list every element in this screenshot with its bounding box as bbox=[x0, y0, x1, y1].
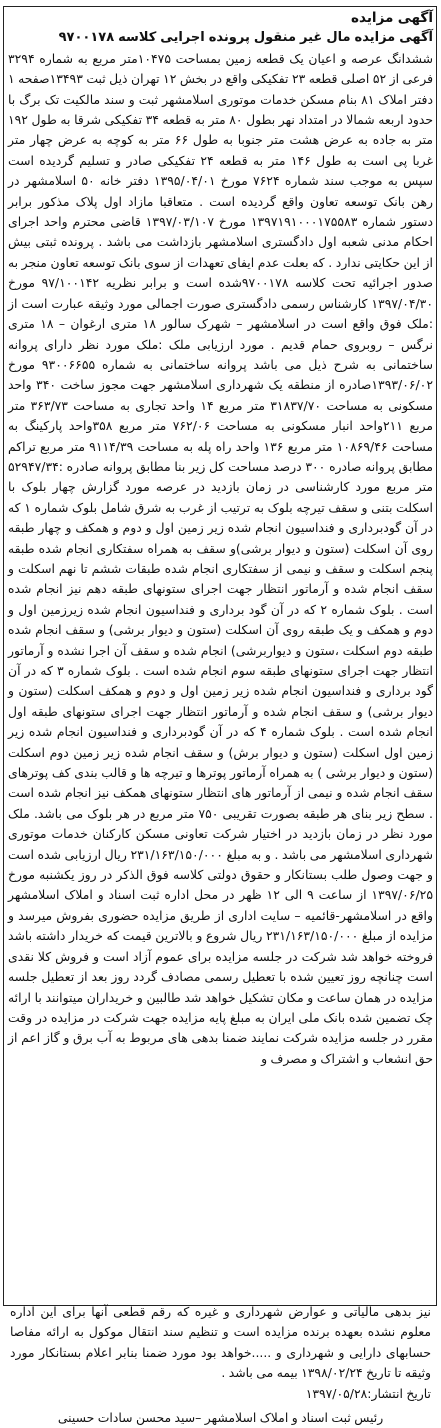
auction-notice bbox=[8, 8, 433, 1069]
publish-date: تاریخ انتشار:۱۳۹۷/۰۵/۲۸ bbox=[305, 1385, 431, 1401]
notice-continuation: نیز بدهی مالیاتی و عوارض شهرداری و غیره که رقم قطعی آنها برای این اداره معلوم نشده بعهده برنده مزایده است و تنظیم سند انتقال موکول به ارائه مفاصا حسابهای دارایی و شهرداری و .....خواهد بود مورد ضمنا بنابر اعلام بستانکار مورد وثیقه تا تاریخ ۱۳۹۸/۰۲/۲۴ بیمه می باشد . bbox=[10, 1304, 431, 1381]
notice-body: ششدانگ عرصه و اعیان یک قطعه زمین بمساحت ۱۰۴۷۵متر مربع به شماره ۳۲۹۴ فرعی از ۵۲ اصلی قطعه ۲۳ تفکیکی واقع در بخش ۱۲ تهران ذیل ثبت ۱۳۴۹۳صفحه ۱ دفتر املاک ۸۱ بنام مسکن خدمات موتوری اسلامشهر ثبت و سند مالکیت تک برگ با حدود اربعه شمالا در امتداد نهر بطول ۸۰ متر به قطعه ۳۴ تفکیکی شرقا به طول ۱۹۲ متر به جاده به عرض هشت متر جنوبا به طول ۶۶ متر به کوچه به عرض چهار متر غربا پی است به طول ۱۴۶ متر به قطعه ۲۴ تفکیکی صادر و تسلیم گردیده است سپس به موجب سند شماره ۷۶۲۴ مورخ ۱۳۹۵/۰۴/۰۱ دفتر خانه ۵۰ اسلامشهر در رهن بانک توسعه تعاون واقع گردیده است . متعاقبا مازاد اول پلاک مذکور برابر دستور شماره ۱۳۹۷۱۹۱۰۰۰۱۷۵۵۸۳ مورخ ۱۳۹۷/۰۳/۱۰۷ قاضی محترم واحد اجرای احکام مدنی شعبه اول دادگستری اسلامشهر بازداشت می باشد . پرونده ثبتی بیش از این حکایتی ندارد . که بعلت عدم ایفای تعهدات از سوی بانک توسعه تعاون منجر به صدور اجرائیه تحت کلاسه ۹۷۰۰۱۷۸شده است و برابر نظریه ۹۷/۱۰۰۱۴۲ مورخ ۱۳۹۷/۰۴/۳۰ کارشناس رسمی دادگستری صورت اجمالی مورد وثیقه عبارت است از :ملک فوق واقع است در اسلامشهر – شهرک سالور ۱۸ متری ارغوان – ۱۸ متری نرگس – روبروی حمام قدیم . مورد ارزیابی ملک :ملک مورد نظر دارای پروانه ساختمانی به شرح ذیل می باشد پروانه ساختمانی به شماره ۹۳۰۰۶۶۵۵ مورخ ۱۳۹۳/۰۶/۰۲صادره از منطقه یک شهرداری اسلامشهر جهت مجوز ساخت ۳۴۰ واحد مسکونی به مساحت ۳۱۸۳۷/۷۰ متر مربع ۱۴ واحد تجاری به مساحت ۳۶۳/۷۳ متر مربع ۲۱۱واحد انبار مسکونی به مساحت ۷۶۲/۰۶ متر مربع ۳۵۸واحد پارکینگ به مساحت ۱۰۸۶۹/۴۶ متر مربع ۱۳۶ واحد راه پله به مساحت ۹۱۱۴/۳۹ متر مربع تراکم مطابق پروانه صادره ۳۰۰ درصد مساحت کل زیر بنا مطابق پروانه صادره :۵۲۹۴۷/۳۴ متر مربع مورد کارشناسی در زمان بازدید در عرصه مورد گزارش چهار بلوک با اسکلت بتنی و سقف تیرچه بلوک به ترتیب از غرب به شرق شامل بلوک شماره ۱ که در آن گودبرداری و فنداسیون انجام شده زیر زمین اول و دوم و همکف و چهار طبقه روی آن اسکلت (ستون و دیوار برشی)و سقف به همراه سفتکاری انجام شده طبقه پنجم اسکلت و سقف و نیمی از سفتکاری انجام شده طبقات ششم تا نهم اسکلت و سقف انجام شده و آرماتور انتظار جهت اجرای ستونهای طبقه دهم نیز انجام شده است . بلوک شماره ۲ که در آن گود برداری و فنداسیون انجام شده زیرزمین اول و دوم و همکف و یک طبقه روی آن اسکلت (ستون و دیوار برشی) و سقف انجام شده طبقه دوم اسکلت ،ستون و دیواربرشی) انجام شده و سقف آن اجرا نشده و آرماتور انتظار جهت اجرای ستونهای طبقه سوم انجام شده است . بلوک شماره ۳ که در آن گود برداری و فنداسیون انجام شده زیر زمین اول و دوم و همکف اسکلت (ستون و دیوار برشی) و سقف انجام شده و آرماتور انتظار جهت اجرای ستونهای طبقه اول انجام شده است . بلوک شماره ۴ که در آن گودبرداری و فنداسیون انجام شده زیر زمین اول اسکلت (ستون و دیوار برش) و سقف انجام شده زیر زمین دوم اسکلت (ستون و دیوار برشی ) به همراه آرماتور پوترها و تیرچه ها و قالب بندی کف پوترهای سقف انجام شده و نیمی از آرماتور های انتظار ستونهای همکف نیز انجام شده است . سطح زیر بنای هر طبقه بصورت تقریبی ۷۵۰ متر مربع در هر بلوک می باشد. ملک مورد نظر در زمان بازدید در اختیار شرکت تعاونی مسکن کارکنان خدمات موتوری شهرداری اسلامشهر می باشد . و به مبلغ ۲۳۱/۱۶۳/۱۵۰/۰۰۰ ریال ارزیابی شده است و جهت وصول طلب بستانکار و حقوق دولتی کلاسه فوق الذکر در روز یکشنبه مورخ ۱۳۹۷/۰۶/۲۵ از ساعت ۹ الی ۱۲ ظهر در محل اداره ثبت اسناد و املاک اسلامشهر واقع در اسلامشهر-قائمیه – سایت اداری از طریق مزایده حضوری بفروش میرسد و مزایده از مبلغ ۲۳۱/۱۶۳/۱۵۰/۰۰۰ ریال شروع و بالاترین قیمت که خریدار داشته باشد فروخته خواهد شد شرکت در جلسه مزایده برای عموم آزاد است و فروش کلا نقدی است چنانچه روز تعیین شده با تعطیل رسمی مصادف گردد روز بعد از تعطیل جلسه مزایده در همان ساعت و مکان تشکیل خواهد شد طالبین و خریداران میتوانند با ارائه چک تضمین شده بانک ملی ایران به مبلغ پایه مزایده جهت شرکت در مزایده در وقت مقرر در جلسه مزایده شرکت نمایند ضمنا بدهی های مربوط به آب برق و گاز اعم از حق انشعاب و اشتراک و مصرف و bbox=[8, 50, 434, 1066]
notice-subtitle: آگهی مزایده مال غیر منقول پرونده اجرایی کلاسه ۹۷۰۰۱۷۸ bbox=[58, 30, 433, 46]
notice-title: آگهی مزایده bbox=[350, 10, 433, 26]
signature-line: رئیس ثبت اسناد و املاک اسلامشهر –سید محسن سادات حسینی bbox=[57, 1410, 384, 1426]
notice-tail bbox=[10, 1302, 431, 1428]
